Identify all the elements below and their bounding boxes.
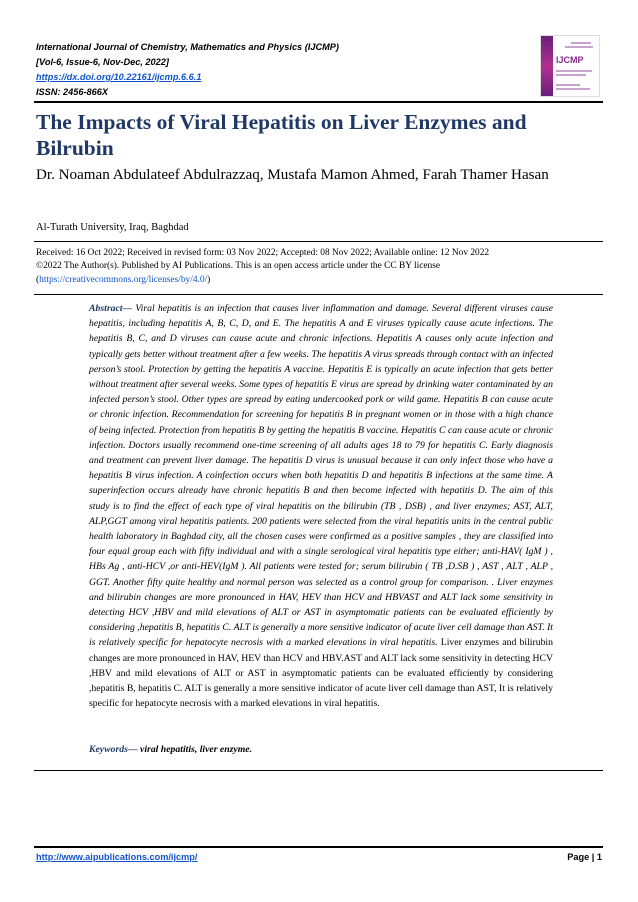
article-authors: Dr. Noaman Abdulateef Abdulrazzaq, Mustafa Mamon Ahmed, Farah Thamer Hasan [36,167,549,183]
journal-logo: IJCMP [556,55,584,65]
keywords [89,744,252,755]
footer-url-link[interactable]: http://www.aipublications.com/ijcmp/ [36,852,198,862]
license-close-paren: ) [207,274,211,285]
license-link[interactable]: https://creativecommons.org/licenses/by/4.0/ [39,274,208,285]
doi-link[interactable]: https://dx.doi.org/10.22161/ijcmp.6.6.1 [36,72,202,82]
license-line [36,274,602,287]
abstract-plain-text: Liver enzymes and bilirubin changes are more pronounced in HAV, HEV than HCV and HBV.AST and ALT lack some sensitivity in detecting HCV ,HBV and mild elevations of ALT or AST in asymptomatic patients can be evaluated efficiently by considering ,hepatitis B, hepatitis C. ALT is generally a more sensitive indicator of acute liver cell damage than AST, It is relatively specific for hepatocyte necrosis with a marked elevations in viral hepatitis. [89,637,553,710]
copyright-notice: ©2022 The Author(s). Published by AI Publications. This is an open access article under the CC BY license [36,261,441,272]
abstract [89,301,553,711]
abstract-label: Abstract— [89,303,133,314]
page-number: Page | 1 [567,852,602,862]
journal-header [36,40,339,100]
journal-name: International Journal of Chemistry, Mathematics and Physics (IJCMP) [36,42,339,52]
footer-divider [34,846,603,848]
abstract-bottom-divider [34,770,603,771]
journal-volume: [Vol-6, Issue-6, Nov-Dec, 2022] [36,57,169,67]
issn: ISSN: 2456-866X [36,87,109,97]
abstract-italic-text: Viral hepatitis is an infection that causes liver inflammation and damage. Several different viruses cause hepatitis, including hepatitis A, B, C, D, and E. The hepatitis A and E viruses typically cause acute infections. The hepatitis B, C, and D viruses can cause acute and chronic infections. Hepatitis A causes only acute infection and typically gets better without treatment after a few weeks. The hepatitis A virus spreads through contact with an infected person’s stool. Protection by getting the hepatitis A vaccine. Hepatitis E is typically an acute infection that gets better without treatment after several weeks. Some types of hepatitis E virus are spread by drinking water contaminated by an infected person’s stool. Other types are spread by eating undercooked pork or wild game. Hepatitis B can cause acute or chronic infection. Recommendation for screening for hepatitis B in pregnant women or in those with a high chance of being infected. Protection from hepatitis B by getting the hepatitis B vaccine. Hepatitis C can cause acute or chronic infection. Doctors usually recommend one-time screening of all adults ages 18 to 79 for hepatitis C. Early diagnosis and treatment can prevent liver damage. The hepatitis D virus is unusual because it can only infect those who have a hepatitis B virus infection. A coinfection occurs when both hepatitis D and hepatitis B infections at the same time. A superinfection occurs already have chronic hepatitis B and then become infected with hepatitis D. The aim of this study is to find the effect of each type of viral hepatitis on the bilirubin (TB , DSB) , and liver enzymes; AST, ALT, ALP,GGT among viral hepatitis patients. 200 patients were selected from the viral hepatitis units in the central public health laboratory in Baghdad city, all the chosen cases were confirmed as a positive samples , they are classified into four equal group each with fifty individual and with a single serological viral hepatitis type either; anti-HAV( IgM ) , HBs Ag , anti-HCV ,or anti-HEV(IgM ). All patients were tested for; serum bilirubin ( TB ,D.SB ) , AST , ALT , ALP , GGT. Another fifty quite healthy and normal person was selected as a control group for comparison. . Liver enzymes and bilirubin changes are more pronounced in HAV, HEV than HCV and HBVAST and ALT lack some sensitivity in detecting HCV ,HBV and mild elevations of ALT or AST in asymptomatic patients can be evaluated efficiently by considering ,hepatitis B, hepatitis C. ALT is generally a more sensitive indicator of acute liver cell damage than AST. It is relatively specific for hepatocyte necrosis with a marked elevations in viral hepatitis. [89,303,553,649]
license-open-paren: ( [36,274,40,285]
journal-cover-image [540,35,600,97]
meta-top-divider [34,241,603,242]
received-dates: Received: 16 Oct 2022; Received in revised form: 03 Nov 2022; Accepted: 08 Nov 2022; Available online: 12 Nov 2022 [36,248,490,258]
header-divider [34,101,603,103]
meta-bottom-divider [34,294,603,295]
author-affiliation: Al-Turath University, Iraq, Baghdad [36,222,189,233]
keywords-label: Keywords— [89,744,138,755]
keywords-text: viral hepatitis, liver enzyme. [137,744,253,755]
article-title: The Impacts of Viral Hepatitis on Liver Enzymes and Bilrubin [36,110,527,160]
article-history [36,247,602,287]
